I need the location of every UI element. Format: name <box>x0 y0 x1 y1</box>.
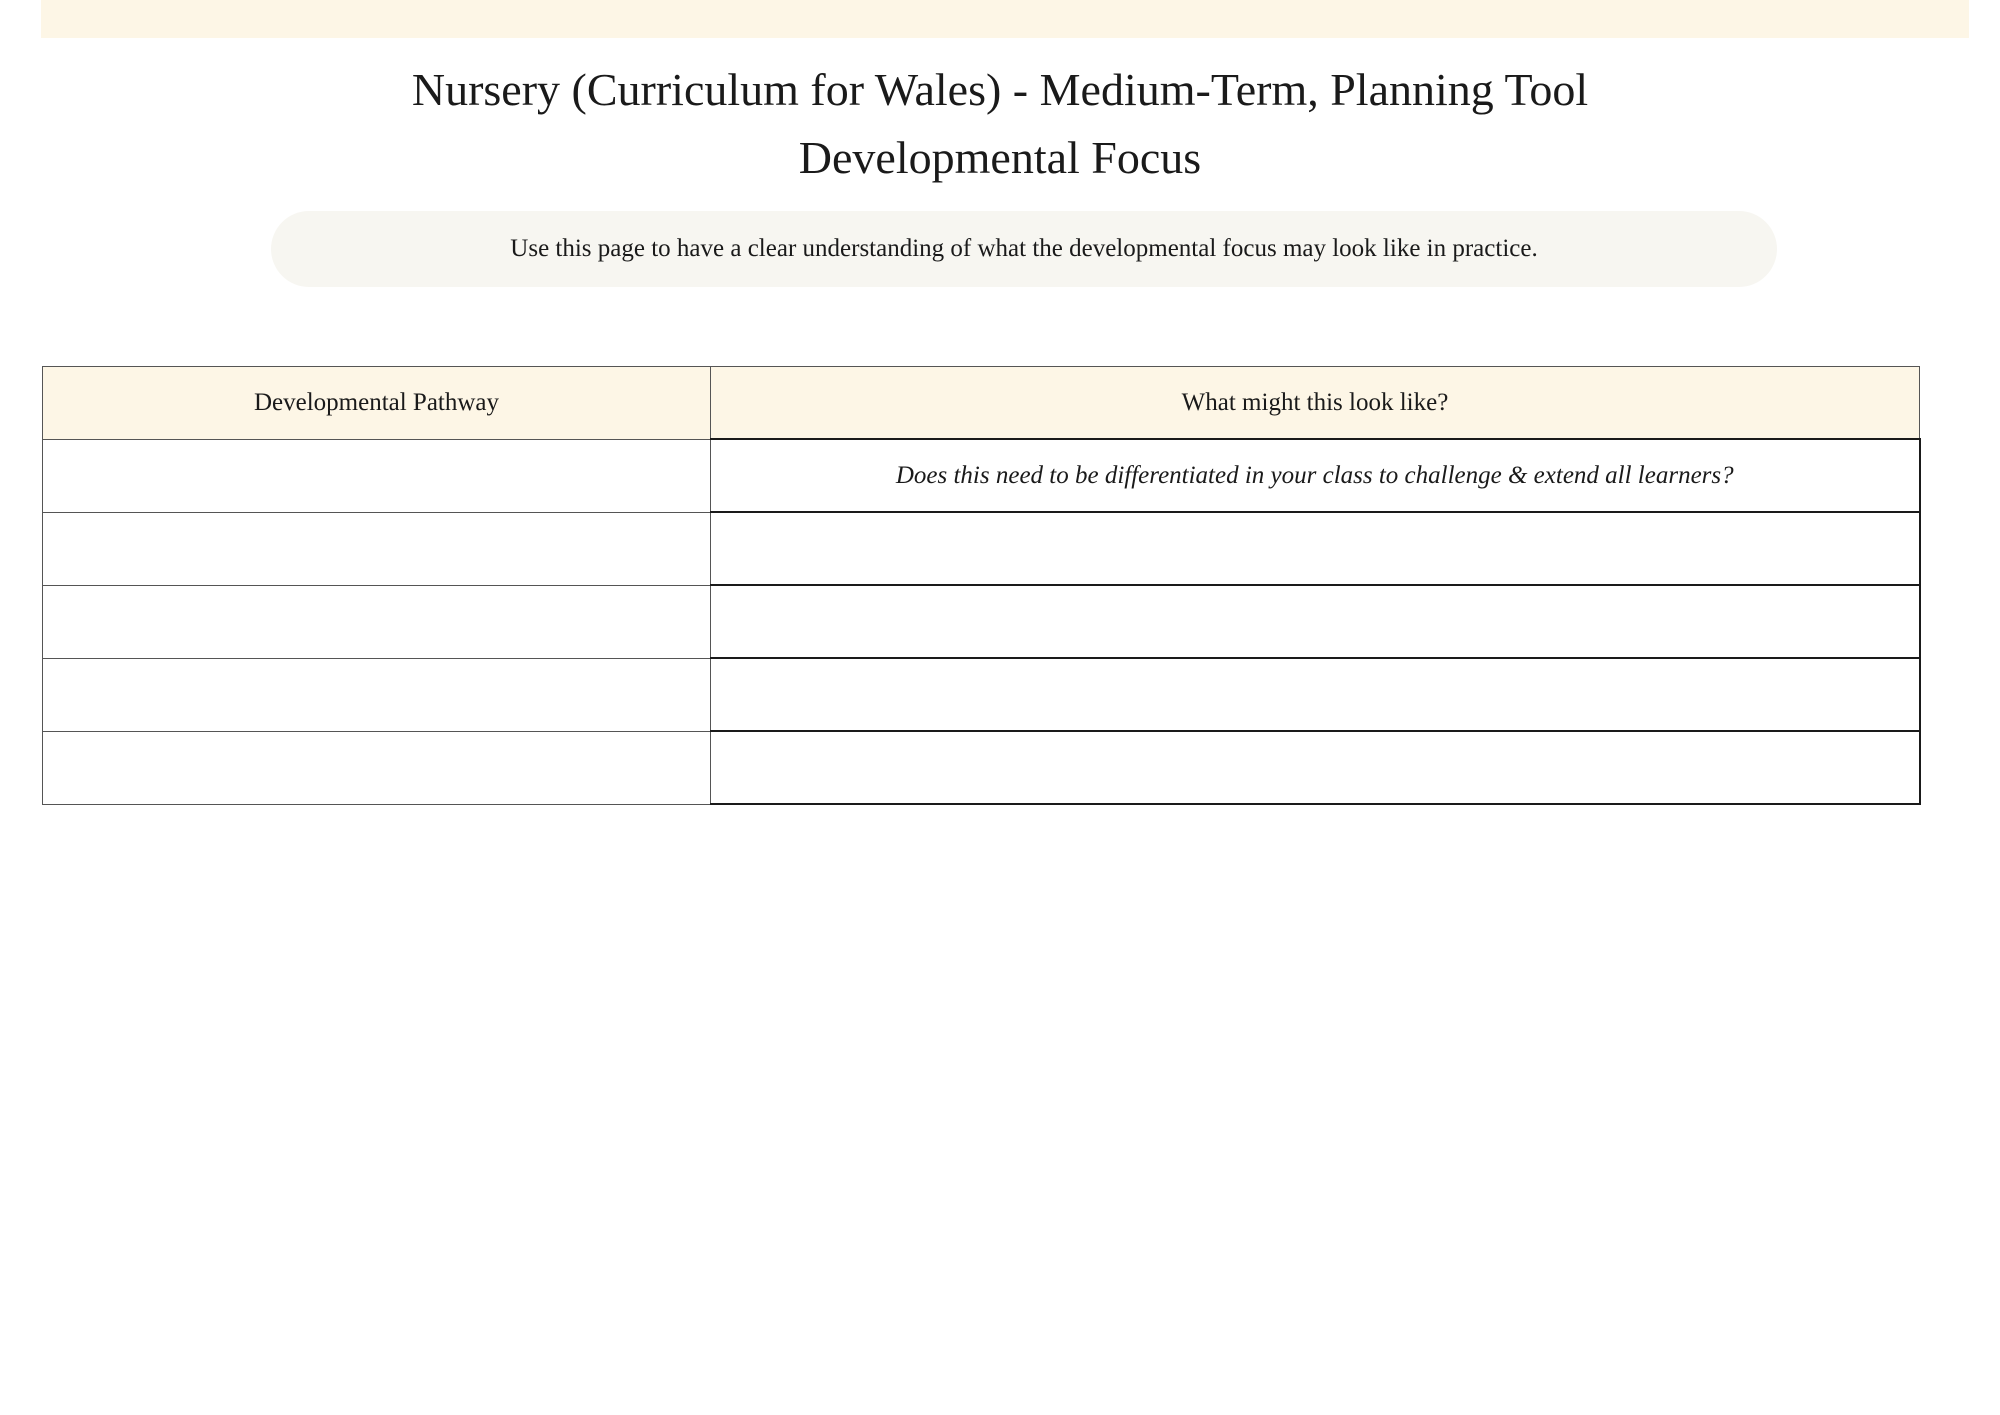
pathway-cell[interactable] <box>43 731 711 804</box>
instruction-text: Use this page to have a clear understanding of what the developmental focus may look like in practice. <box>510 235 1538 262</box>
header-what-might-this-look-like: What might this look like? <box>711 367 1920 440</box>
table-row <box>43 512 1920 585</box>
looks-like-cell[interactable]: Does this need to be differentiated in your class to challenge & extend all learners? <box>711 439 1920 512</box>
pathway-cell[interactable] <box>43 585 711 658</box>
instruction-banner <box>271 211 1777 287</box>
pathway-cell[interactable] <box>43 512 711 585</box>
looks-like-cell[interactable] <box>711 512 1920 585</box>
table-row <box>43 658 1920 731</box>
table-header-row <box>43 367 1920 440</box>
header-developmental-pathway: Developmental Pathway <box>43 367 711 440</box>
top-band <box>41 0 1969 38</box>
looks-like-cell[interactable] <box>711 658 1920 731</box>
looks-like-cell[interactable] <box>711 585 1920 658</box>
planning-table <box>42 366 1921 805</box>
pathway-cell[interactable] <box>43 439 711 512</box>
page-subtitle: Developmental Focus <box>798 132 1202 183</box>
table-row <box>43 439 1920 512</box>
pathway-cell[interactable] <box>43 658 711 731</box>
table-row <box>43 585 1920 658</box>
looks-like-cell[interactable] <box>711 731 1920 804</box>
table-row <box>43 731 1920 804</box>
page-title: Nursery (Curriculum for Wales) - Medium-Term, Planning Tool <box>411 64 1589 115</box>
